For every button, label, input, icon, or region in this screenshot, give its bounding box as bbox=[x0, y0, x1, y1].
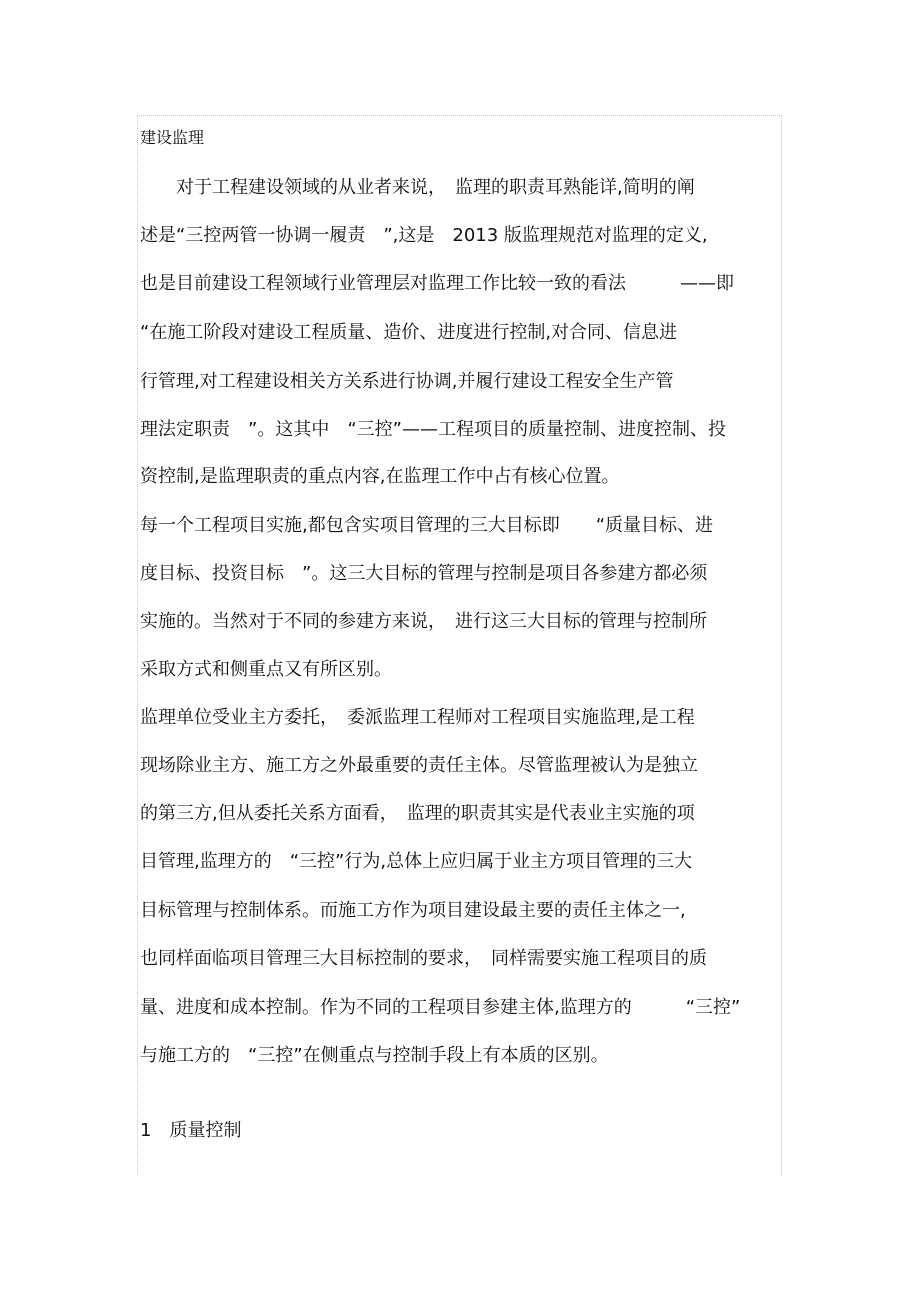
body-line: 采取方式和侧重点又有所区别。 bbox=[140, 659, 392, 680]
body-line: 述是“三控两管一协调一履责 ”,这是 2013 版监理规范对监理的定义, bbox=[140, 225, 708, 246]
body-line: 对于工程建设领域的从业者来说， 监理的职责耳熟能详,简明的阐 bbox=[140, 177, 695, 198]
body-line: 量、进度和成本控制。作为不同的工程项目参建主体,监理方的 “三控” bbox=[140, 997, 741, 1018]
document-title: 建设监理 bbox=[140, 128, 205, 147]
body-line: 每一个工程项目实施,都包含实项目管理的三大目标即 “质量目标、进 bbox=[140, 515, 714, 536]
body-line: 目标管理与控制体系。而施工方作为项目建设最主要的责任主体之一, bbox=[140, 900, 686, 921]
body-line: 行管理,对工程建设相关方关系进行协调,并履行建设工程安全生产管 bbox=[140, 371, 674, 392]
body-line: 也同样面临项目管理三大目标控制的要求， 同样需要实施工程项目的质 bbox=[140, 948, 707, 969]
body-line: 目管理,监理方的 “三控”行为,总体上应归属于业主方项目管理的三大 bbox=[140, 851, 693, 872]
section-heading: 1 质量控制 bbox=[140, 1120, 242, 1141]
body-line: 度目标、投资目标 ”。这三大目标的管理与控制是项目各参建方都必须 bbox=[140, 563, 708, 584]
body-line: “在施工阶段对建设工程质量、造价、进度进行控制,对合同、信息进 bbox=[140, 322, 678, 343]
body-line: 实施的。当然对于不同的参建方来说， 进行这三大目标的管理与控制所 bbox=[140, 611, 707, 632]
body-line: 理法定职责 ”。这其中 “三控”——工程项目的质量控制、进度控制、投 bbox=[140, 419, 726, 440]
body-line: 与施工方的 “三控”在侧重点与控制手段上有本质的区别。 bbox=[140, 1045, 609, 1066]
body-line: 也是目前建设工程领域行业管理层对监理工作比较一致的看法 ——即 bbox=[140, 273, 734, 294]
body-line: 的第三方,但从委托关系方面看， 监理的职责其实是代表业主实施的项 bbox=[140, 803, 695, 824]
body-line: 现场除业主方、施工方之外最重要的责任主体。尽管监理被认为是独立 bbox=[140, 755, 698, 776]
body-line: 资控制,是监理职责的重点内容,在监理工作中占有核心位置。 bbox=[140, 466, 620, 487]
body-line: 监理单位受业主方委托， 委派监理工程师对工程项目实施监理,是工程 bbox=[140, 707, 695, 728]
